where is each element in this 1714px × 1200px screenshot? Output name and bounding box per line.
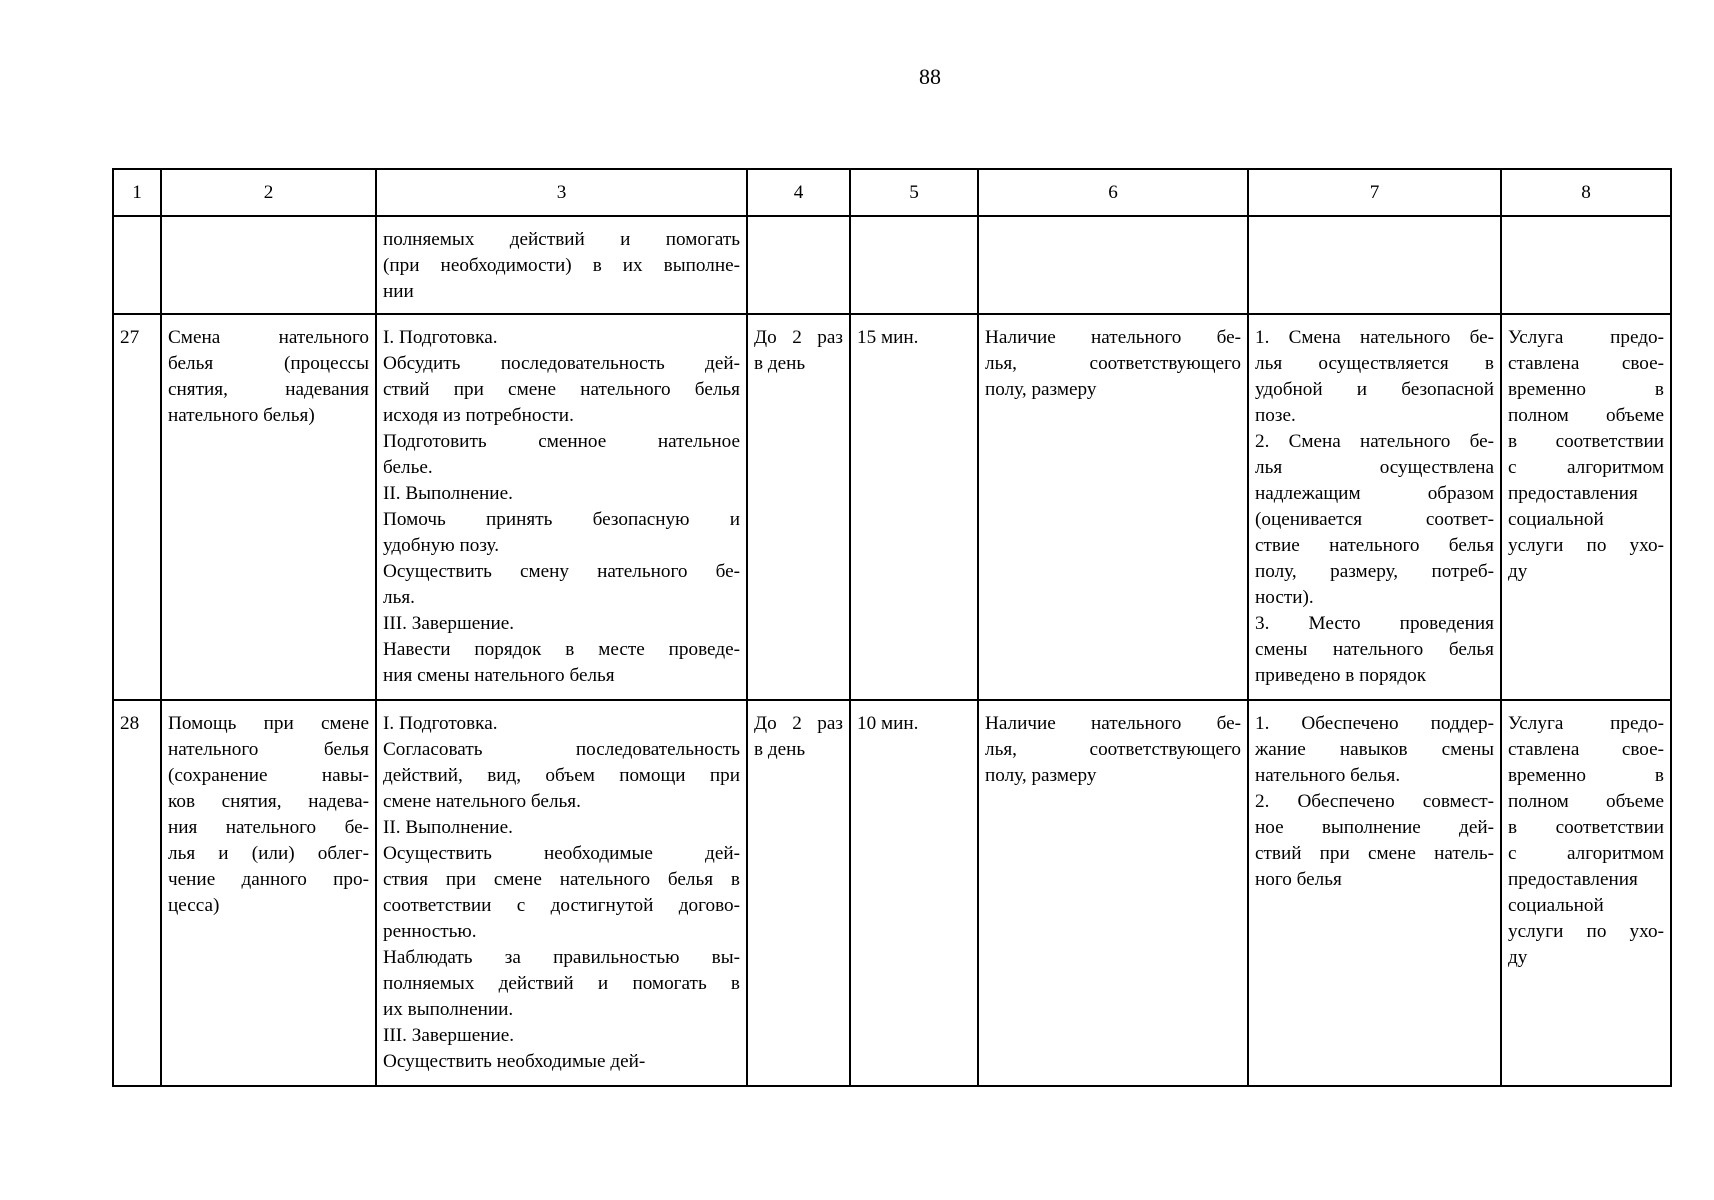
text-line: Осуществить необходимые дей- xyxy=(383,843,740,864)
table-cell xyxy=(113,216,161,314)
text-line: Помощь при смене xyxy=(168,713,369,734)
text-line: (сохранение навы- xyxy=(168,765,369,786)
text-line: нии xyxy=(383,281,414,302)
text-line: снятия, надевания xyxy=(168,379,369,400)
text-line: социальной xyxy=(1508,509,1604,530)
text-line: II. Выполнение. xyxy=(383,817,513,838)
text-line: ренностью. xyxy=(383,921,477,942)
text-line: цесса) xyxy=(168,895,220,916)
frequency xyxy=(747,700,850,1086)
table-cell-procedure xyxy=(376,216,747,314)
text-line: нательного белья xyxy=(168,739,369,760)
text-line: ности). xyxy=(1255,587,1314,608)
text-line: ду xyxy=(1508,561,1528,582)
text-line: чение данного про- xyxy=(168,869,369,890)
text-line: полу, размеру, потреб- xyxy=(1255,561,1494,582)
text-line: ного белья xyxy=(1255,869,1342,890)
text-line: I. Подготовка. xyxy=(383,327,498,348)
text-line: I. Подготовка. xyxy=(383,713,498,734)
text-line: 2. Смена нательного бе- xyxy=(1255,431,1494,452)
text-line: Подготовить сменное нательное xyxy=(383,431,740,452)
procedure-text xyxy=(376,314,747,700)
table-row xyxy=(113,314,1671,700)
text-line: ствий при смене натель- xyxy=(1255,843,1494,864)
text-line: 1. Обеспечено поддер- xyxy=(1255,713,1494,734)
text-line: действий, вид, объем помощи при xyxy=(383,765,740,786)
text-line: услуги по ухо- xyxy=(1508,535,1664,556)
table-cell xyxy=(1501,216,1671,314)
text-line: лья, соответствующего xyxy=(985,353,1241,374)
text-line: жание навыков смены xyxy=(1255,739,1494,760)
text-line: полу, размеру xyxy=(985,765,1097,786)
text-line: позе. xyxy=(1255,405,1296,426)
services-table xyxy=(112,168,1672,1087)
text-line: Помочь принять безопасную и xyxy=(383,509,740,530)
column-header: 3 xyxy=(376,169,747,216)
duration: 10 мин. xyxy=(850,700,978,1086)
service-name xyxy=(161,700,376,1086)
text-line: в день xyxy=(754,353,806,374)
text-line: полняемых действий и помогать xyxy=(383,229,740,250)
text-line: лья. xyxy=(383,587,415,608)
continuation-row xyxy=(113,216,1671,314)
text-line: ствий при смене нательного белья xyxy=(383,379,740,400)
text-line: полу, размеру xyxy=(985,379,1097,400)
text-line: Наличие нательного бе- xyxy=(985,713,1241,734)
table-cell xyxy=(850,216,978,314)
service-name xyxy=(161,314,376,700)
text-line: Обсудить последовательность дей- xyxy=(383,353,740,374)
text-line: ду xyxy=(1508,947,1528,968)
text-line: соответствии с достигнутой догово- xyxy=(383,895,740,916)
text-line: Осуществить необходимые дей- xyxy=(383,1051,646,1072)
text-line: исходя из потребности. xyxy=(383,405,574,426)
procedure-text xyxy=(376,700,747,1086)
text-line: Наблюдать за правильностью вы- xyxy=(383,947,740,968)
text-line: полном объеме xyxy=(1508,791,1664,812)
frequency xyxy=(747,314,850,700)
text-line: нательного белья. xyxy=(1255,765,1401,786)
text-line: Осуществить смену нательного бе- xyxy=(383,561,740,582)
table-row xyxy=(113,700,1671,1086)
text-line: Наличие нательного бе- xyxy=(985,327,1241,348)
column-header: 6 xyxy=(978,169,1248,216)
text-line: смене нательного белья. xyxy=(383,791,581,812)
text-line: Смена нательного xyxy=(168,327,369,348)
text-line: До 2 раз xyxy=(754,327,843,348)
text-line: II. Выполнение. xyxy=(383,483,513,504)
text-line: их выполнении. xyxy=(383,999,514,1020)
result-assessment xyxy=(1501,700,1671,1086)
text-line: полняемых действий и помогать в xyxy=(383,973,740,994)
text-line: лья, соответствующего xyxy=(985,739,1241,760)
quality-criteria xyxy=(1248,700,1501,1086)
text-line: временно в xyxy=(1508,765,1664,786)
text-line: ствие нательного белья xyxy=(1255,535,1494,556)
text-line: лья осуществлена xyxy=(1255,457,1494,478)
text-line: в соответствии xyxy=(1508,817,1664,838)
text-line: предоставления xyxy=(1508,483,1638,504)
text-line: Согласовать последовательность xyxy=(383,739,740,760)
row-number: 28 xyxy=(113,700,161,1086)
text-line: ное выполнение дей- xyxy=(1255,817,1494,838)
text-line: приведено в порядок xyxy=(1255,665,1427,686)
text-line: удобной и безопасной xyxy=(1255,379,1494,400)
text-line: лья и (или) облег- xyxy=(168,843,369,864)
column-header: 1 xyxy=(113,169,161,216)
text-line: полном объеме xyxy=(1508,405,1664,426)
text-line: ния смены нательного белья xyxy=(383,665,615,686)
text-line: белья (процессы xyxy=(168,353,369,374)
conditions xyxy=(978,700,1248,1086)
page-number: 88 xyxy=(919,64,941,89)
table-cell xyxy=(747,216,850,314)
table-cell xyxy=(161,216,376,314)
column-header: 5 xyxy=(850,169,978,216)
text-line: ков снятия, надева- xyxy=(168,791,369,812)
text-line: в день xyxy=(754,739,806,760)
text-line: надлежащим образом xyxy=(1255,483,1494,504)
text-line: с алгоритмом xyxy=(1508,457,1664,478)
text-line: 3. Место проведения xyxy=(1255,613,1494,634)
text-line: ния нательного бе- xyxy=(168,817,369,838)
quality-criteria xyxy=(1248,314,1501,700)
text-line: с алгоритмом xyxy=(1508,843,1664,864)
text-line: III. Завершение. xyxy=(383,613,515,634)
row-number: 27 xyxy=(113,314,161,700)
result-assessment xyxy=(1501,314,1671,700)
text-line: временно в xyxy=(1508,379,1664,400)
text-line: лья осуществляется в xyxy=(1255,353,1494,374)
table-header-row xyxy=(113,169,1671,216)
text-line: ставлена свое- xyxy=(1508,739,1664,760)
text-line: (оценивается соответ- xyxy=(1255,509,1494,530)
text-line: белье. xyxy=(383,457,433,478)
text-line: 2. Обеспечено совмест- xyxy=(1255,791,1494,812)
table-cell xyxy=(1248,216,1501,314)
text-line: Навести порядок в месте проведе- xyxy=(383,639,740,660)
text-line: Услуга предо- xyxy=(1508,327,1664,348)
text-line: До 2 раз xyxy=(754,713,843,734)
text-line: удобную позу. xyxy=(383,535,500,556)
column-header: 4 xyxy=(747,169,850,216)
text-line: услуги по ухо- xyxy=(1508,921,1664,942)
text-line: в соответствии xyxy=(1508,431,1664,452)
text-line: III. Завершение. xyxy=(383,1025,515,1046)
text-line: ствия при смене нательного белья в xyxy=(383,869,740,890)
duration: 15 мин. xyxy=(850,314,978,700)
text-line: 1. Смена нательного бе- xyxy=(1255,327,1494,348)
text-line: смены нательного белья xyxy=(1255,639,1494,660)
conditions xyxy=(978,314,1248,700)
text-line: социальной xyxy=(1508,895,1604,916)
text-line: нательного белья) xyxy=(168,405,315,426)
table-cell xyxy=(978,216,1248,314)
text-line: предоставления xyxy=(1508,869,1638,890)
text-line: (при необходимости) в их выполне- xyxy=(383,255,740,276)
column-header: 7 xyxy=(1248,169,1501,216)
column-header: 2 xyxy=(161,169,376,216)
column-header: 8 xyxy=(1501,169,1671,216)
text-line: Услуга предо- xyxy=(1508,713,1664,734)
text-line: ставлена свое- xyxy=(1508,353,1664,374)
